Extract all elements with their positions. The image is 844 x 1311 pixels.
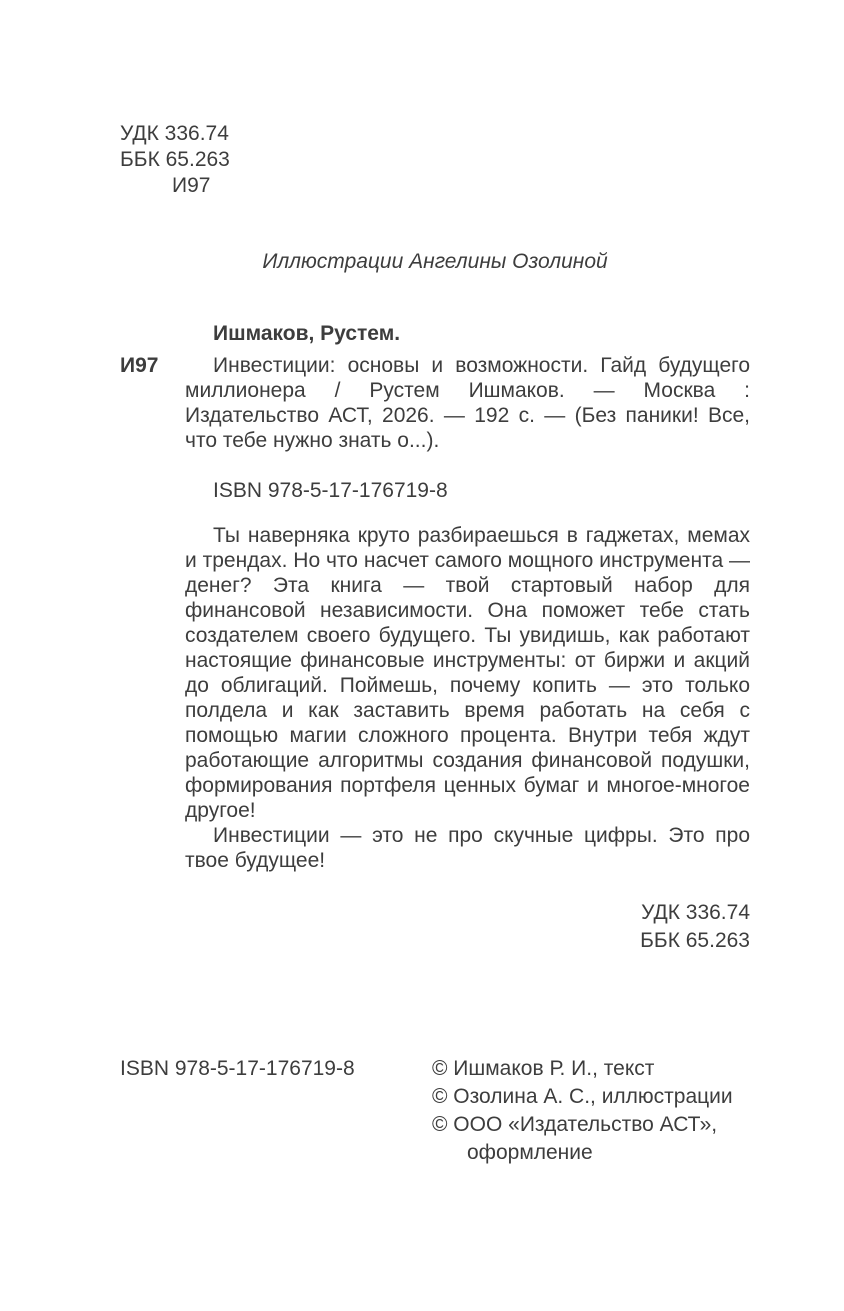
udk-code-top: УДК 336.74 — [120, 122, 229, 145]
udk-code-bottom: УДК 336.74 — [641, 901, 750, 924]
bbk-code-top: ББК 65.263 — [120, 148, 230, 171]
copyright-list — [432, 1055, 750, 1167]
main-text-column — [120, 321, 750, 955]
copyright-item-illustrations: © Озолина А. С., иллюстрации — [432, 1085, 733, 1108]
annotation-paragraph-2: Инвестиции — это не про скучные цифры. Это про твое будущее! — [185, 824, 750, 872]
catalog-description: Инвестиции: основы и возможности. Гайд будущего миллионера / Рустем Ишмаков. — Москва : Издательство АСТ, 2026. — 192 с. — (Без паники! Все, что тебе нужно знать о...). — [185, 354, 750, 452]
isbn-bottom: ISBN 978-5-17-176719-8 — [120, 1057, 355, 1080]
bbk-code-bottom: ББК 65.263 — [640, 929, 750, 952]
classification-codes-bottom — [185, 899, 750, 955]
catalog-author-sign: И97 — [120, 354, 159, 377]
copyright-item-text: © Ишмаков Р. И., текст — [432, 1057, 655, 1080]
catalog-author-name: Ишмаков, Рустем. — [213, 322, 401, 345]
footer — [120, 1055, 750, 1167]
catalog-entry — [120, 321, 750, 453]
isbn-line: ISBN 978-5-17-176719-8 — [213, 479, 448, 502]
classification-codes-top — [120, 121, 750, 199]
copyright-item-publisher: © ООО «Издательство АСТ», оформление — [432, 1113, 718, 1164]
illustrations-credit: Иллюстрации Ангелины Озолиной — [262, 250, 608, 273]
annotation-paragraph-1: Ты наверняка круто разбираешься в гаджетах, мемах и трендах. Но что насчет самого мощного инструмента — денег? Эта книга — твой стартовый набор для финансовой независимости. Она поможет тебе стать создателем своего будущего. Ты увидишь, как работают настоящие финансовые инструменты: от биржи и акций до облигаций. Поймешь, почему копить — это только полдела и как заставить время работать на себя с помощью магии сложного процента. Внутри тебя ждут работающие алгоритмы создания финансовой подушки, формирования портфеля ценных бумаг и многое-многое другое! — [185, 524, 750, 822]
author-sign-top: И97 — [172, 174, 211, 197]
annotation — [185, 523, 750, 873]
